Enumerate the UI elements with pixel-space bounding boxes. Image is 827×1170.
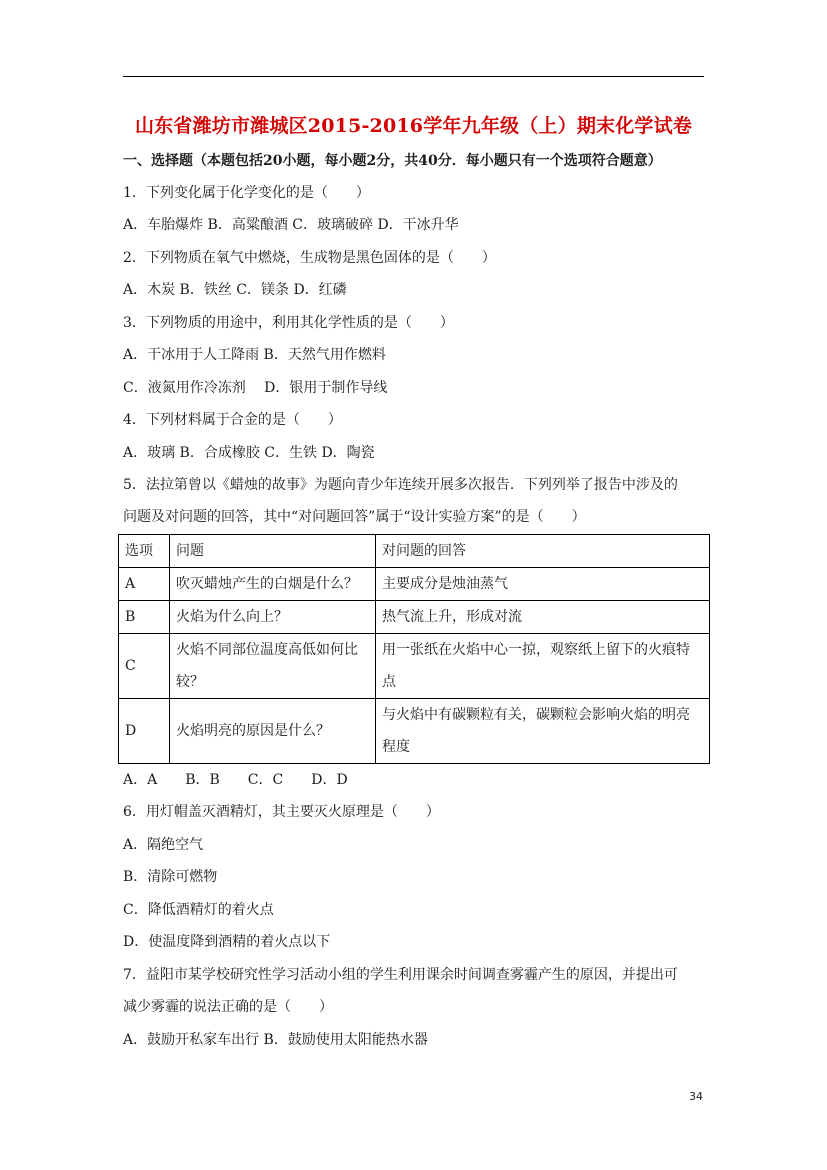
table-header-row — [119, 535, 710, 568]
table-cell: B — [119, 601, 170, 634]
table-row — [119, 699, 710, 764]
question-6-option-b: B．清除可燃物 — [123, 869, 218, 885]
question-7-stem-1: 7．益阳市某学校研究性学习活动小组的学生利用课余时间调查雾霾产生的原因，并提出可 — [123, 967, 678, 983]
table-header-cell: 问题 — [170, 535, 376, 568]
question-5-table — [118, 534, 710, 764]
question-4-stem: 4．下列材料属于合金的是（ ） — [123, 412, 342, 428]
question-7-options: A．鼓励开私家车出行 B．鼓励使用太阳能热水器 — [123, 1032, 428, 1048]
table-header-cell: 选项 — [119, 535, 170, 568]
question-3-options-1: A．干冰用于人工降雨 B．天然气用作燃料 — [123, 347, 386, 363]
exam-title: 山东省潍坊市潍城区2015-2016学年九年级（上）期末化学试卷 — [134, 115, 693, 137]
table-cell: 吹灭蜡烛产生的白烟是什么？ — [170, 568, 376, 601]
table-cell: 与火焰中有碳颗粒有关，碳颗粒会影响火焰的明亮程度 — [376, 699, 710, 764]
page-number: 34 — [689, 1090, 703, 1103]
question-5-options: A．A B．B C．C D．D — [123, 772, 348, 788]
table-cell: 主要成分是烛油蒸气 — [376, 568, 710, 601]
table-cell: 火焰为什么向上？ — [170, 601, 376, 634]
table-cell: 火焰不同部位温度高低如何比较？ — [170, 634, 376, 699]
table-cell: 热气流上升，形成对流 — [376, 601, 710, 634]
section-heading: 一、选择题（本题包括20小题，每小题2分，共40分．每小题只有一个选项符合题意） — [123, 153, 662, 169]
table-row — [119, 634, 710, 699]
table-row — [119, 601, 710, 634]
question-6-option-d: D．使温度降到酒精的着火点以下 — [123, 934, 331, 950]
table-header-cell: 对问题的回答 — [376, 535, 710, 568]
table-cell: D — [119, 699, 170, 764]
header-rule — [123, 76, 704, 77]
table-cell: 用一张纸在火焰中心一掠，观察纸上留下的火痕特点 — [376, 634, 710, 699]
question-6-stem: 6．用灯帽盖灭酒精灯，其主要灭火原理是（ ） — [123, 804, 440, 820]
question-6-option-a: A．隔绝空气 — [123, 837, 204, 853]
question-5-stem-2: 问题及对问题的回答，其中“对问题回答”属于“设计实验方案”的是（ ） — [123, 509, 586, 525]
question-3-stem: 3．下列物质的用途中，利用其化学性质的是（ ） — [123, 315, 454, 331]
question-1-options: A．车胎爆炸 B．高粱酿酒 C．玻璃破碎 D．干冰升华 — [123, 217, 459, 233]
question-6-option-c: C．降低酒精灯的着火点 — [123, 902, 274, 918]
question-4-options: A．玻璃 B．合成橡胶 C．生铁 D．陶瓷 — [123, 445, 375, 461]
question-2-stem: 2．下列物质在氧气中燃烧，生成物是黑色固体的是（ ） — [123, 250, 496, 266]
table-cell: A — [119, 568, 170, 601]
table-cell: C — [119, 634, 170, 699]
table-row — [119, 568, 710, 601]
question-7-stem-2: 减少雾霾的说法正确的是（ ） — [123, 999, 333, 1015]
table-cell: 火焰明亮的原因是什么？ — [170, 699, 376, 764]
question-1-stem: 1．下列变化属于化学变化的是（ ） — [123, 185, 370, 201]
question-5-stem-1: 5．法拉第曾以《蜡烛的故事》为题向青少年连续开展多次报告．下列列举了报告中涉及的 — [123, 477, 678, 493]
question-2-options: A．木炭 B．铁丝 C．镁条 D．红磷 — [123, 282, 347, 298]
question-3-options-2: C．液氮用作冷冻剂 D．银用于制作导线 — [123, 380, 388, 396]
